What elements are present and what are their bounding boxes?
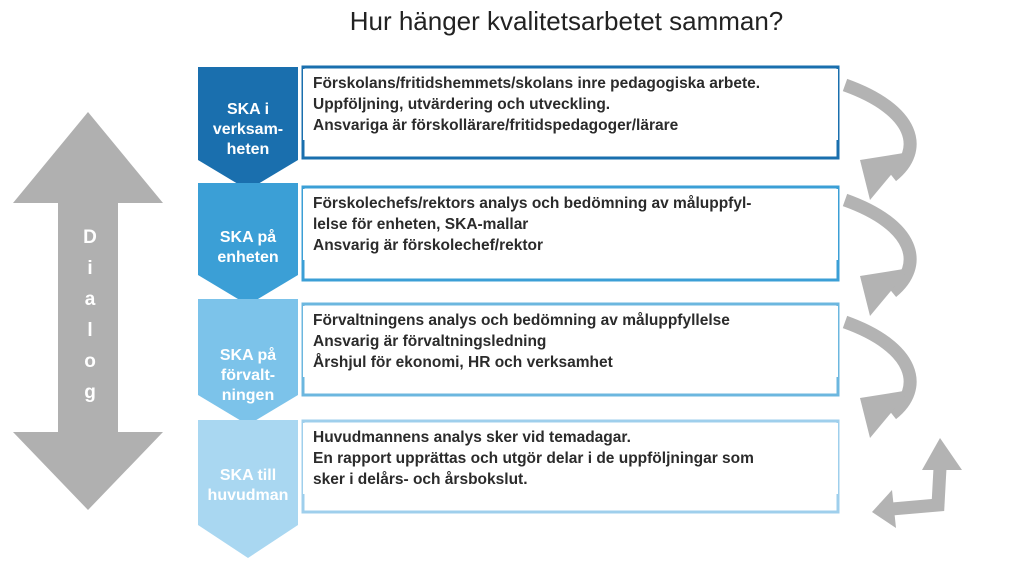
- level-1-text-box: [303, 69, 838, 140]
- curved-arrow-2-head: [860, 268, 910, 316]
- dialog-letter: a: [84, 289, 96, 310]
- box-line: lelse för enheten, SKA-mallar: [313, 216, 529, 233]
- return-arrow-head-left: [872, 490, 896, 528]
- chevron-label-2: SKA på enheten: [217, 229, 279, 266]
- box-line: Förskolans/fritidshemmets/skolans inre pedagogiska arbete.: [313, 75, 761, 92]
- curved-arrow-1-head: [860, 152, 910, 200]
- box-line: En rapport upprättas och utgör delar i de uppföljningar som: [313, 450, 754, 467]
- box-line: Ansvarig är förskolechef/rektor: [313, 237, 544, 254]
- page-title: Hur hänger kvalitetsarbetet samman?: [349, 6, 784, 36]
- curved-arrow-3-head: [860, 390, 910, 438]
- chevron-label-3: SKA på förvalt- ningen: [219, 347, 277, 404]
- box-line: Förvaltningens analys och bedömning av måluppfyllelse: [313, 312, 730, 329]
- box-line: Årshjul för ekonomi, HR och verksamhet: [313, 354, 613, 371]
- box-line: Förskolechefs/rektors analys och bedömning av måluppfyl-: [313, 195, 752, 212]
- level-3-text-box: [303, 306, 838, 377]
- dialog-letter: D: [83, 227, 97, 248]
- chevron-label-1: SKA i verksam- heten: [212, 101, 284, 158]
- chevron-label-4: SKA till huvudman: [207, 467, 289, 504]
- dialog-letter: g: [84, 382, 96, 403]
- box-line: Ansvarig är förvaltningsledning: [313, 333, 547, 350]
- return-arrow-head-up: [922, 438, 962, 470]
- box-line: Uppföljning, utvärdering och utveckling.: [313, 96, 611, 113]
- dialog-letter: i: [87, 258, 93, 279]
- dialog-letter: l: [87, 320, 93, 341]
- box-line: Huvudmannens analys sker vid temadagar.: [313, 429, 631, 446]
- level-2-text-box: [303, 189, 838, 260]
- level-4-text-box: [303, 423, 838, 494]
- dialog-label: [70, 222, 110, 408]
- box-line: sker i delårs- och årsbokslut.: [313, 471, 528, 488]
- box-line: Ansvariga är förskollärare/fritidspedagoger/lärare: [313, 117, 679, 134]
- dialog-letter: o: [84, 351, 96, 372]
